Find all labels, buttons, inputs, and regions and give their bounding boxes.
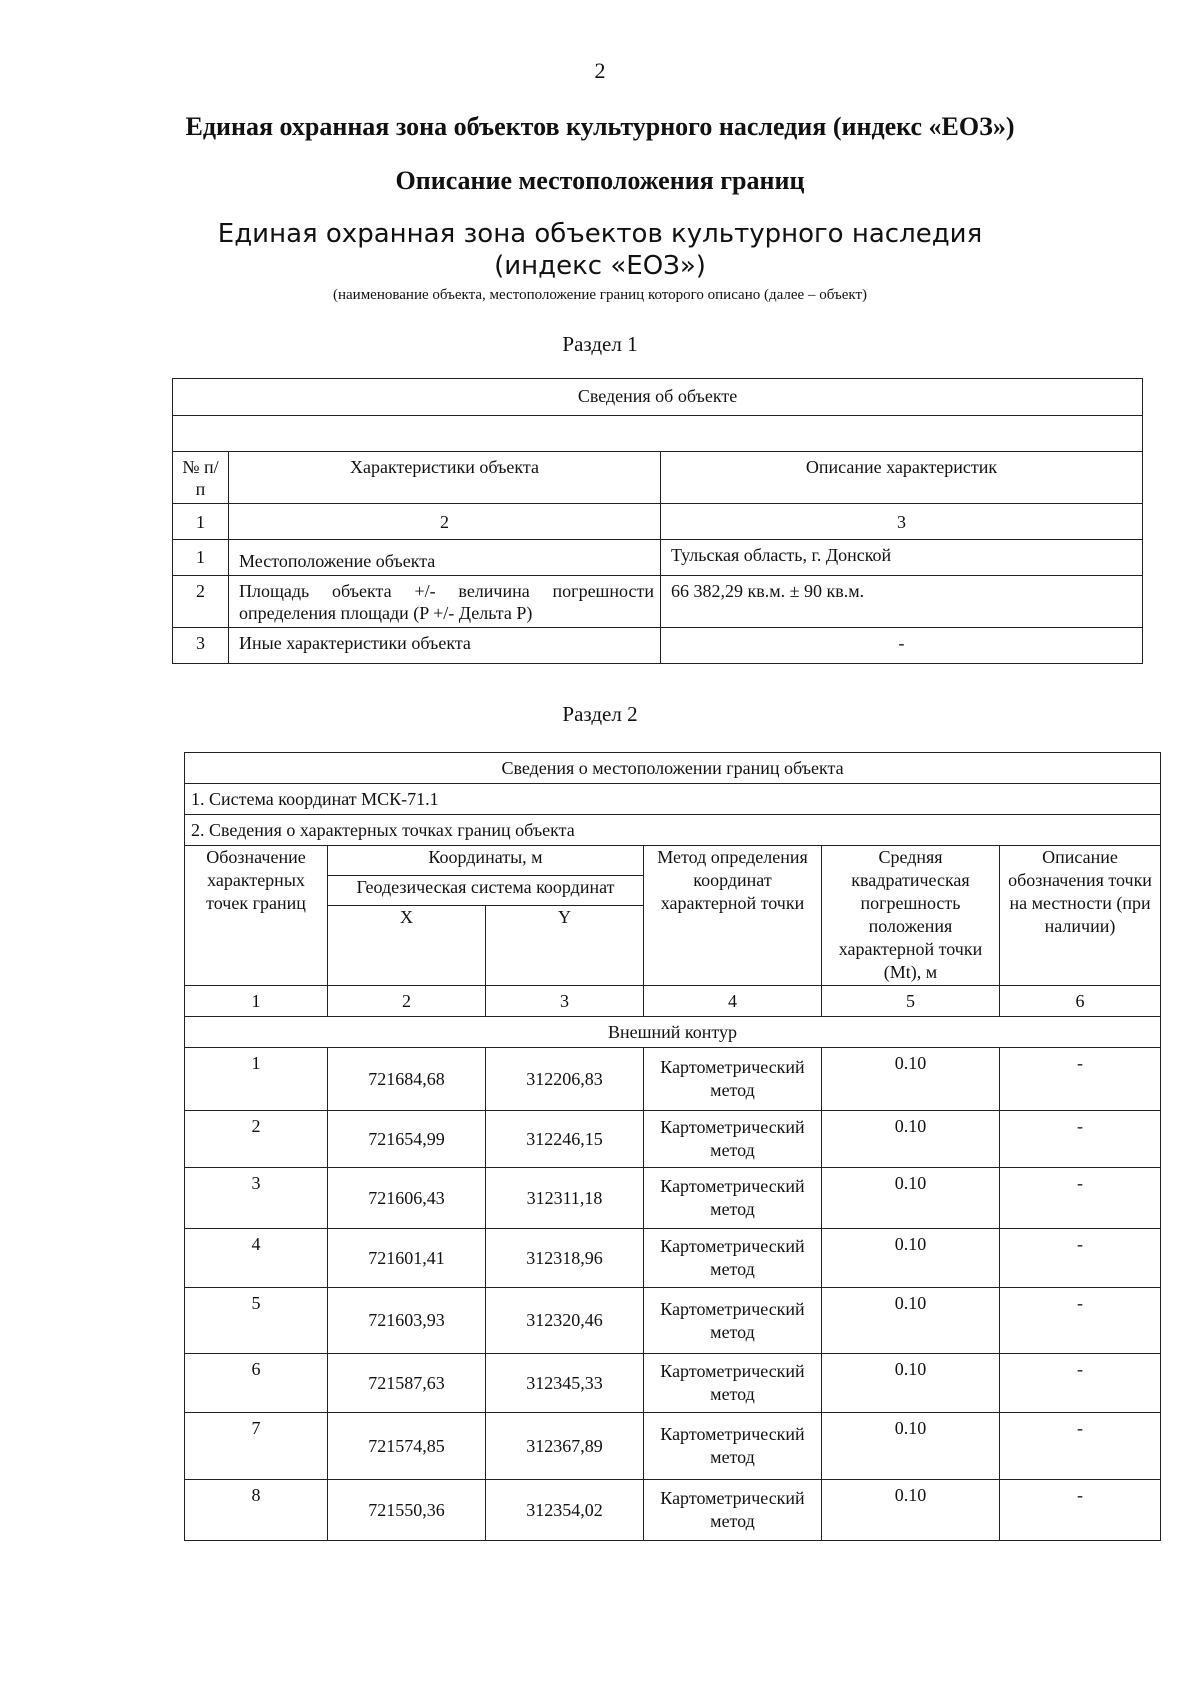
col-header-x: X — [328, 906, 486, 986]
section-2-heading: Раздел 2 — [562, 702, 638, 726]
point-description: - — [1000, 1288, 1161, 1354]
point-id: 8 — [185, 1480, 328, 1541]
mean-error: 0.10 — [822, 1168, 1000, 1229]
coord-y: 312345,33 — [486, 1354, 644, 1413]
object-name-line-1: Единая охранная зона объектов культурного наследия — [217, 219, 983, 249]
object-name — [0, 218, 1200, 282]
point-description: - — [1000, 1413, 1161, 1480]
point-description: - — [1000, 1354, 1161, 1413]
coord-y: 312367,89 — [486, 1413, 644, 1480]
row-description: 66 382,29 кв.м. ± 90 кв.м. — [661, 576, 1143, 628]
coord-x: 721654,99 — [328, 1111, 486, 1168]
table-row — [185, 1229, 1161, 1288]
table-row — [185, 1354, 1161, 1413]
coord-x: 721550,36 — [328, 1480, 486, 1541]
point-description: - — [1000, 1048, 1161, 1111]
col-header-description: Описание характеристик — [661, 452, 1143, 504]
table-row — [185, 1111, 1161, 1168]
mean-error: 0.10 — [822, 1111, 1000, 1168]
index-cell: 6 — [1000, 986, 1161, 1017]
object-info-table-title: Сведения об объекте — [173, 379, 1143, 416]
coord-y: 312246,15 — [486, 1111, 644, 1168]
point-rows — [185, 1048, 1161, 1541]
row-description: - — [661, 628, 1143, 664]
index-cell: 2 — [328, 986, 486, 1017]
page-number: 2 — [594, 58, 606, 83]
object-name-line-2: (индекс «ЕОЗ») — [494, 251, 706, 281]
index-cell: 3 — [486, 986, 644, 1017]
table-row — [185, 1168, 1161, 1229]
index-cell: 4 — [644, 986, 822, 1017]
point-id: 4 — [185, 1229, 328, 1288]
index-cell: 1 — [185, 986, 328, 1017]
mean-error: 0.10 — [822, 1480, 1000, 1541]
mean-error: 0.10 — [822, 1354, 1000, 1413]
point-id: 2 — [185, 1111, 328, 1168]
col-header-coordinates: Координаты, м — [328, 846, 644, 876]
coord-y: 312311,18 — [486, 1168, 644, 1229]
contour-label: Внешний контур — [185, 1017, 1161, 1048]
object-name-note: (наименование объекта, местоположение границ которого описано (далее – объект) — [332, 287, 868, 303]
mean-error: 0.10 — [822, 1048, 1000, 1111]
empty-row — [173, 416, 1143, 452]
point-id: 1 — [185, 1048, 328, 1111]
col-header-point-description: Описание обозначения точки на местности (при наличии) — [1000, 846, 1161, 986]
method: Картометрический метод — [644, 1480, 822, 1541]
coord-x: 721601,41 — [328, 1229, 486, 1288]
coord-y: 312206,83 — [486, 1048, 644, 1111]
table-row — [185, 1480, 1161, 1541]
index-cell: 2 — [229, 504, 661, 540]
method: Картометрический метод — [644, 1048, 822, 1111]
table-row — [185, 1413, 1161, 1480]
col-header-error: Средняя квадратическая погрешность положения характерной точки (Mt), м — [822, 846, 1000, 986]
coord-x: 721684,68 — [328, 1048, 486, 1111]
table-row — [173, 576, 1143, 628]
table-row — [173, 540, 1143, 576]
method: Картометрический метод — [644, 1168, 822, 1229]
point-id: 3 — [185, 1168, 328, 1229]
index-cell: 1 — [173, 504, 229, 540]
point-id: 6 — [185, 1354, 328, 1413]
point-description: - — [1000, 1480, 1161, 1541]
method: Картометрический метод — [644, 1229, 822, 1288]
section-1-heading: Раздел 1 — [562, 332, 638, 356]
boundary-table-title: Сведения о местоположении границ объекта — [185, 753, 1161, 784]
coord-y: 312318,96 — [486, 1229, 644, 1288]
col-header-geodetic-system: Геодезическая система координат — [328, 876, 644, 906]
col-header-point: Обозначение характерных точек границ — [185, 846, 328, 986]
mean-error: 0.10 — [822, 1288, 1000, 1354]
table-row — [173, 628, 1143, 664]
row-characteristic: Местоположение объекта — [229, 540, 661, 576]
coord-x: 721603,93 — [328, 1288, 486, 1354]
method: Картометрический метод — [644, 1288, 822, 1354]
document-subtitle: Описание местоположения границ — [395, 166, 805, 195]
row-characteristic: Площадь объекта +/- величина погрешности определения площади (P +/- Дельта P) — [229, 576, 661, 628]
coord-x: 721587,63 — [328, 1354, 486, 1413]
row-characteristic: Иные характеристики объекта — [229, 628, 661, 664]
point-description: - — [1000, 1111, 1161, 1168]
index-cell: 5 — [822, 986, 1000, 1017]
coord-x: 721574,85 — [328, 1413, 486, 1480]
col-header-characteristics: Характеристики объекта — [229, 452, 661, 504]
method: Картометрический метод — [644, 1354, 822, 1413]
table-row — [185, 1288, 1161, 1354]
table-row — [185, 1048, 1161, 1111]
point-description: - — [1000, 1168, 1161, 1229]
coord-x: 721606,43 — [328, 1168, 486, 1229]
boundary-points-table — [184, 752, 1161, 1541]
point-id: 7 — [185, 1413, 328, 1480]
method: Картометрический метод — [644, 1413, 822, 1480]
coordinate-system: 1. Система координат МСК-71.1 — [185, 784, 1161, 815]
row-number: 1 — [173, 540, 229, 576]
document-title: Единая охранная зона объектов культурного наследия (индекс «ЕОЗ») — [185, 112, 1015, 141]
object-info-table — [172, 378, 1143, 664]
mean-error: 0.10 — [822, 1413, 1000, 1480]
coord-y: 312354,02 — [486, 1480, 644, 1541]
col-header-num: № п/п — [173, 452, 229, 504]
col-header-y: Y — [486, 906, 644, 986]
row-description: Тульская область, г. Донской — [661, 540, 1143, 576]
row-number: 2 — [173, 576, 229, 628]
index-cell: 3 — [661, 504, 1143, 540]
coord-y: 312320,46 — [486, 1288, 644, 1354]
method: Картометрический метод — [644, 1111, 822, 1168]
point-description: - — [1000, 1229, 1161, 1288]
point-id: 5 — [185, 1288, 328, 1354]
mean-error: 0.10 — [822, 1229, 1000, 1288]
row-number: 3 — [173, 628, 229, 664]
points-section-title: 2. Сведения о характерных точках границ объекта — [185, 815, 1161, 846]
col-header-method: Метод определения координат характерной точки — [644, 846, 822, 986]
